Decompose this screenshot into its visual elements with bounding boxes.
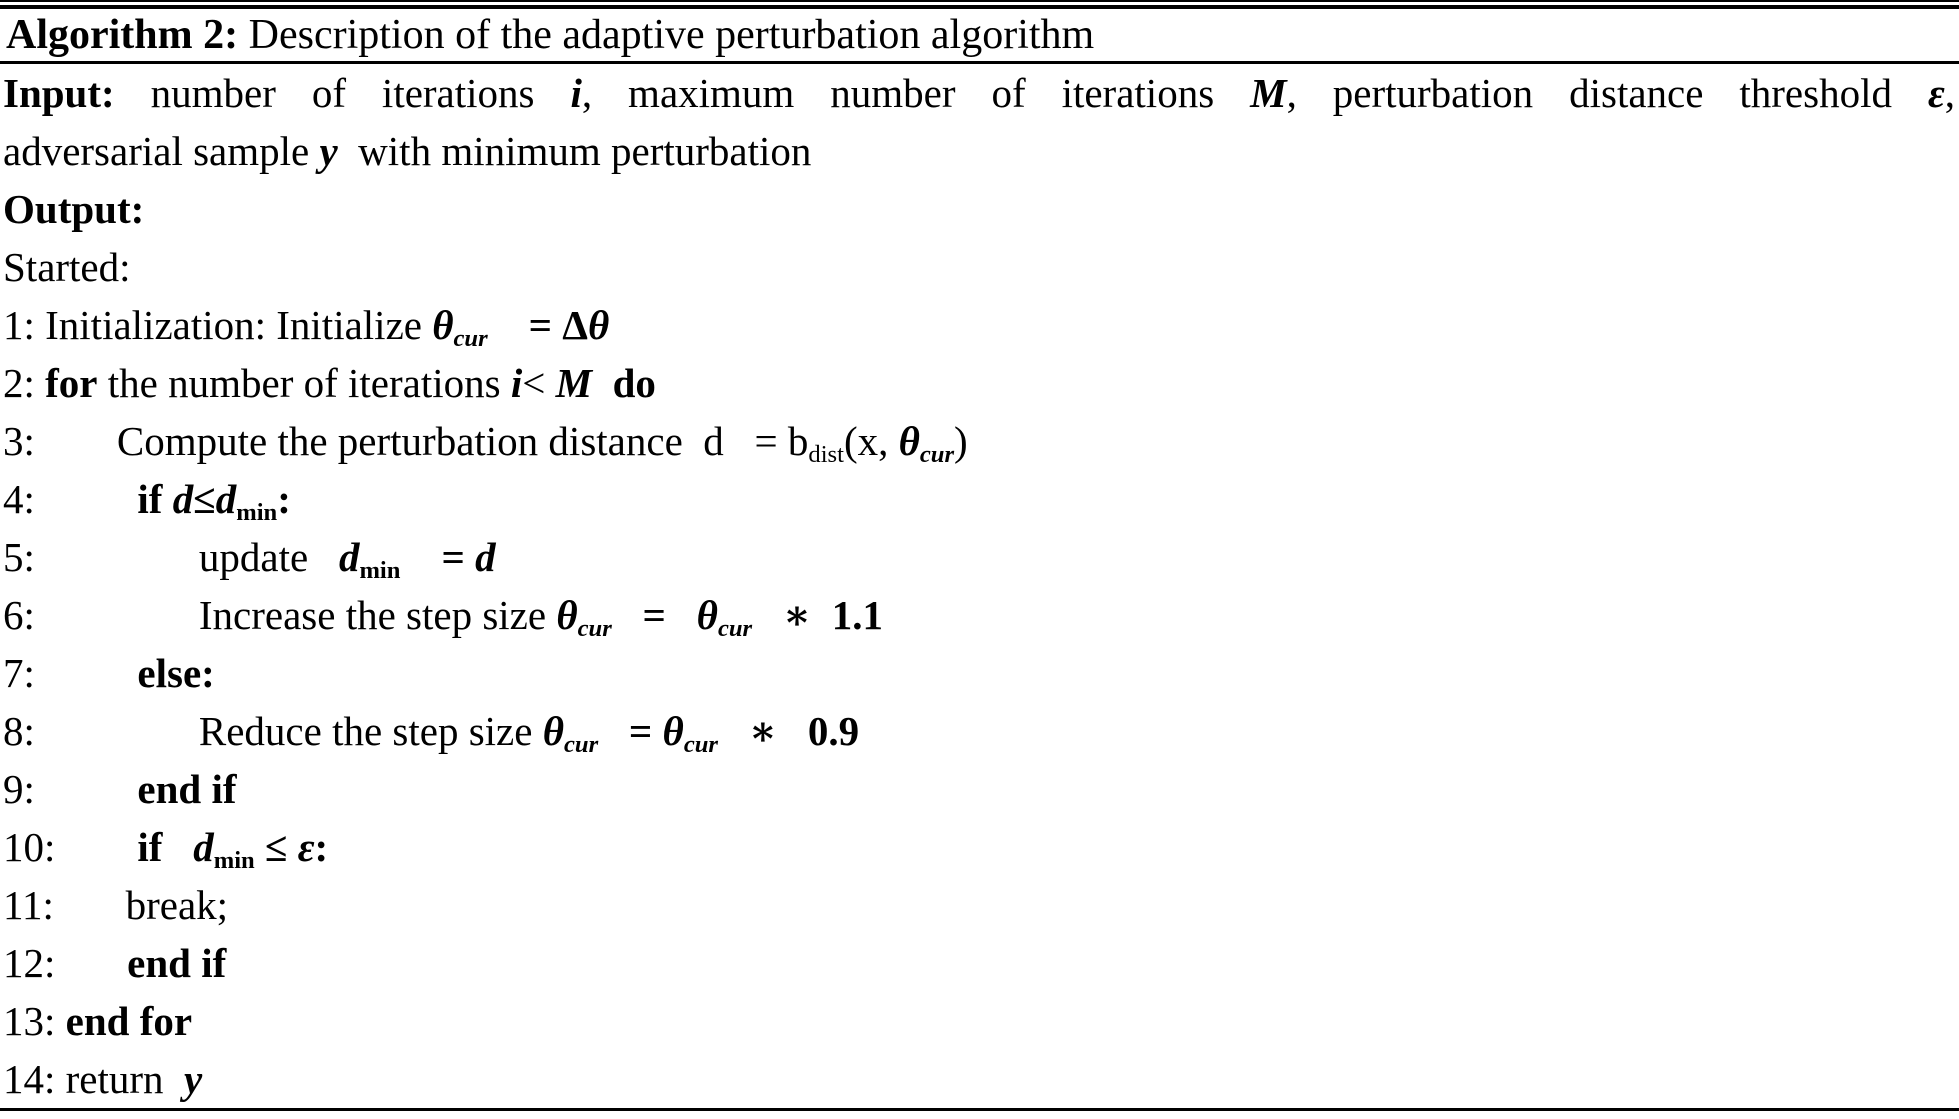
text-segment: ≤ <box>193 476 216 522</box>
text-segment <box>598 708 629 754</box>
step-14-return <box>3 1050 1959 1108</box>
text-segment: min <box>213 846 255 874</box>
text-segment: i <box>510 360 523 406</box>
text-segment: d <box>215 476 237 522</box>
text-segment: 4: <box>3 476 138 522</box>
text-segment: θ <box>432 302 454 348</box>
text-segment: end for <box>65 998 193 1044</box>
step-13-end-for <box>3 992 1959 1050</box>
step-4-if <box>3 470 1959 528</box>
text-segment <box>400 534 441 580</box>
algorithm-title <box>0 9 1959 61</box>
text-segment: ε <box>1927 70 1945 116</box>
text-segment: Input: <box>3 70 115 116</box>
text-segment: 9: <box>3 766 138 812</box>
text-segment: 7: <box>3 650 138 696</box>
text-segment: cur <box>564 730 599 758</box>
step-9-end-if <box>3 760 1959 818</box>
text-segment: cur <box>919 440 955 468</box>
text-segment: 3: Compute the perturbation distance d = b <box>3 418 809 464</box>
text-segment: : <box>314 824 329 870</box>
step-6-increase-step <box>3 586 1959 644</box>
step-12-end-if <box>3 934 1959 992</box>
step-5-update <box>3 528 1959 586</box>
text-segment: 2: <box>3 360 46 406</box>
text-segment: Description of the adaptive perturbation algorithm <box>238 12 1095 58</box>
text-segment: = <box>441 534 476 580</box>
step-10-if-threshold <box>3 818 1959 876</box>
text-segment: M <box>1250 70 1287 116</box>
text-segment: Δ <box>562 302 589 348</box>
text-segment: θ <box>696 592 718 638</box>
bottom-rule <box>0 1108 1959 1111</box>
text-segment <box>777 708 808 754</box>
text-segment: (x, <box>843 418 899 464</box>
text-segment: θ <box>898 418 920 464</box>
text-segment: else: <box>137 650 215 696</box>
input-line-2 <box>3 122 1959 180</box>
text-segment: min <box>359 556 401 584</box>
text-segment: 14: return <box>3 1056 185 1102</box>
text-segment <box>488 302 529 348</box>
output-line <box>3 180 1959 238</box>
text-segment: M <box>555 360 593 406</box>
text-segment: Started: <box>3 244 131 290</box>
text-segment <box>612 592 643 638</box>
text-segment: d <box>193 824 214 870</box>
step-11-break <box>3 876 1959 934</box>
text-segment: < <box>522 360 556 406</box>
text-segment: end if <box>137 766 237 812</box>
text-segment: = <box>528 302 563 348</box>
text-segment: 13: <box>3 998 66 1044</box>
text-segment: , maximum number of iterations <box>581 70 1251 116</box>
text-segment: 0.9 <box>807 708 860 754</box>
text-segment: do <box>612 360 656 406</box>
text-segment: cur <box>577 614 612 642</box>
text-segment: θ <box>588 302 610 348</box>
text-segment: Algorithm 2: <box>6 12 239 58</box>
text-segment: ε <box>297 824 315 870</box>
text-segment <box>752 592 783 638</box>
step-1-initialization <box>3 296 1959 354</box>
text-segment: ≤ <box>264 824 298 870</box>
text-segment: 12: <box>3 940 128 986</box>
text-segment: θ <box>662 708 684 754</box>
text-segment: 1: Initialization: Initialize <box>3 302 433 348</box>
text-segment <box>162 824 193 870</box>
text-segment: ) <box>954 418 968 464</box>
text-segment: = <box>628 708 663 754</box>
text-segment: y <box>184 1056 203 1102</box>
text-segment <box>592 360 613 406</box>
input-line-1 <box>3 64 1959 122</box>
text-segment: min <box>236 498 278 526</box>
text-segment: end if <box>127 940 227 986</box>
text-segment: 6: Increase the step size <box>3 592 557 638</box>
text-segment: 11: break; <box>3 882 229 928</box>
text-segment <box>718 708 749 754</box>
text-segment: cur <box>453 324 488 352</box>
started-line <box>3 238 1959 296</box>
step-2-for <box>3 354 1959 412</box>
text-segment: cur <box>717 614 753 642</box>
text-segment <box>666 592 697 638</box>
text-segment: dist <box>808 440 844 468</box>
text-segment: Output: <box>3 186 145 232</box>
text-segment: y <box>319 128 338 174</box>
text-segment: with minimum perturbation <box>337 128 812 174</box>
text-segment <box>255 824 265 870</box>
text-segment: d <box>172 476 194 522</box>
text-segment <box>811 592 832 638</box>
text-segment: d <box>475 534 496 580</box>
text-segment: cur <box>683 730 718 758</box>
text-segment: 8: Reduce the step size <box>3 708 543 754</box>
text-segment: = <box>642 592 666 638</box>
text-segment: adversarial sample <box>3 128 320 174</box>
text-segment: 10: <box>3 824 138 870</box>
text-segment: θ <box>556 592 578 638</box>
text-segment: , perturbation distance threshold <box>1286 70 1928 116</box>
step-8-reduce-step <box>3 702 1959 760</box>
text-segment: : <box>277 476 291 522</box>
text-segment: , <box>1944 70 1956 116</box>
text-segment: i <box>570 70 582 116</box>
text-segment: if <box>137 824 163 870</box>
text-segment: for <box>45 360 98 406</box>
text-segment: ∗ <box>748 708 778 754</box>
text-segment: ∗ <box>782 592 812 638</box>
text-segment: number of iterations <box>114 70 571 116</box>
text-segment: d <box>338 534 360 580</box>
step-7-else <box>3 644 1959 702</box>
text-segment: the number of iterations <box>97 360 511 406</box>
text-segment: 5: update <box>3 534 339 580</box>
text-segment: θ <box>542 708 564 754</box>
algorithm-body <box>0 64 1959 1108</box>
text-segment: if <box>137 476 173 522</box>
step-3-compute-distance <box>3 412 1959 470</box>
text-segment: 1.1 <box>831 592 883 638</box>
